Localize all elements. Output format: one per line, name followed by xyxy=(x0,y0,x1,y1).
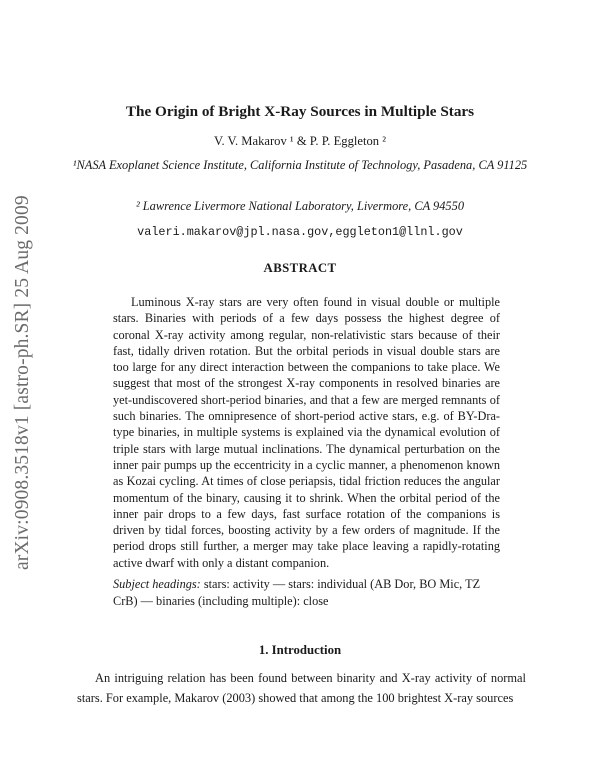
subject-headings xyxy=(113,576,500,611)
subject-headings-text: stars: activity — stars: individual (AB Dor, BO Mic, TZ CrB) — binaries (including multiple): close xyxy=(113,577,481,609)
paper-title: The Origin of Bright X-Ray Sources in Multiple Stars xyxy=(125,103,475,120)
author-list: V. V. Makarov ¹ & P. P. Eggleton ² xyxy=(214,134,386,148)
abstract-body: Luminous X-ray stars are very often found in visual double or multiple stars. Binaries with periods of a few days possess the highest degree of coronal X-ray activity among regular, non-relativistic stars because of their fast, tidally driven rotation. But the orbital periods in visual double stars are too large for any direct interaction between the companions to take place. We suggest that most of the strongest X-ray components in resolved binaries are yet-undiscovered short-period binaries, and that a few are merged remnants of such binaries. The omnipresence of short-period active stars, e.g. of BY-Dra-type binaries, in multiple systems is explained via the dynamical evolution of triple stars with large mutual inclinations. The dynamical perturbation on the inner pair pumps up the eccentricity in a cyclic manner, a phenomenon known as Kozai cycling. At times of close periapsis, tidal friction reduces the angular momentum of the binary, causing it to shrink. When the orbital period of the inner pair drops to a few days, fast surface rotation of the companions is driven by tidal forces, boosting activity by a few orders of magnitude. If the period drops still further, a merger may take place leaving a rapidly-rotating active dwarf with only a distant companion. xyxy=(113,295,500,570)
section-heading-introduction: 1. Introduction xyxy=(258,643,342,657)
arxiv-identifier-text: arXiv:0908.3518v1 [astro-ph.SR] 25 Aug 2009 xyxy=(12,195,33,570)
affiliation-1: ¹NASA Exoplanet Science Institute, California Institute of Technology, Pasadena, CA 91125 xyxy=(72,158,528,172)
abstract-heading: ABSTRACT xyxy=(263,261,337,275)
subject-headings-label: Subject headings: xyxy=(113,577,201,591)
author-emails: valeri.makarov@jpl.nasa.gov,eggleton1@llnl.gov xyxy=(137,225,463,239)
introduction-paragraph: An intriguing relation has been found between binarity and X-ray activity of normal stars. For example, Makarov (2003) showed that among the 100 brightest X-ray sources xyxy=(77,671,526,705)
affiliation-2: ² Lawrence Livermore National Laboratory, Livermore, CA 94550 xyxy=(135,199,465,213)
